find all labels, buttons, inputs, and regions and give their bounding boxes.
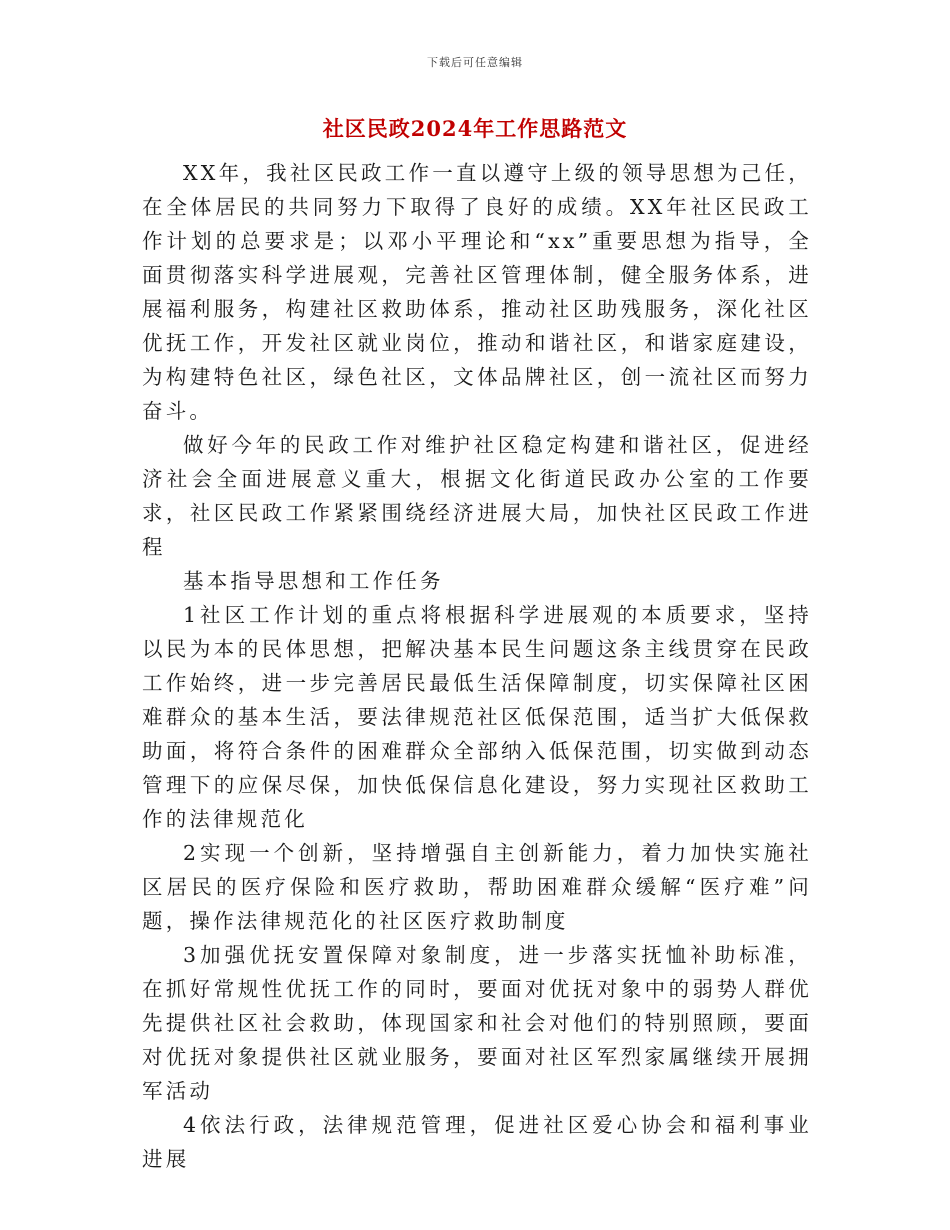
paragraph: 4依法行政，法律规范管理，促进社区爱心协会和福利事业进展 — [142, 1113, 812, 1171]
paragraph: 做好今年的民政工作对维护社区稳定构建和谐社区，促进经济社会全面进展意义重大，根据文化街道民政办公室的工作要求，社区民政工作紧紧围绕经济进展大局，加快社区民政工作进程 — [142, 433, 812, 559]
paragraph: 2实现一个创新，坚持增强自主创新能力，着力加快实施社区居民的医疗保险和医疗救助，帮助困难群众缓解“医疗难”问题，操作法律规范化的社区医疗救助制度 — [142, 841, 812, 933]
header-note: 下载后可任意编辑 — [427, 56, 523, 69]
section-heading: 基本指导思想和工作任务 — [183, 569, 444, 593]
paragraph: XX年，我社区民政工作一直以遵守上级的领导思想为己任，在全体居民的共同努力下取得了良好的成绩。XX年社区民政工作计划的总要求是；以邓小平理论和“xx”重要思想为指导，全面贯彻落实科学进展观，完善社区管理体制，健全服务体系，进展福利服务，构建社区救助体系，推动社区助残服务，深化社区优抚工作，开发社区就业岗位，推动和谐社区，和谐家庭建设，为构建特色社区，绿色社区，文体品牌社区，创一流社区而努力奋斗。 — [142, 161, 812, 423]
document-title: 社区民政2024年工作思路范文 — [322, 116, 628, 141]
paragraph: 3加强优抚安置保障对象制度，进一步落实抚恤补助标准，在抓好常规性优抚工作的同时，要面对优抚对象中的弱势人群优先提供社区社会救助，体现国家和社会对他们的特别照顾，要面对优抚对象提供社区就业服务，要面对社区军烈家属继续开展拥军活动 — [142, 943, 812, 1103]
document-body — [142, 156, 812, 1176]
paragraph: 1社区工作计划的重点将根据科学进展观的本质要求，坚持以民为本的民体思想，把解决基本民生问题这条主线贯穿在民政工作始终，进一步完善居民最低生活保障制度，切实保障社区困难群众的基本生活，要法律规范社区低保范围，适当扩大低保救助面，将符合条件的困难群众全部纳入低保范围，切实做到动态管理下的应保尽保，加快低保信息化建设，努力实现社区救助工作的法律规范化 — [142, 603, 812, 831]
